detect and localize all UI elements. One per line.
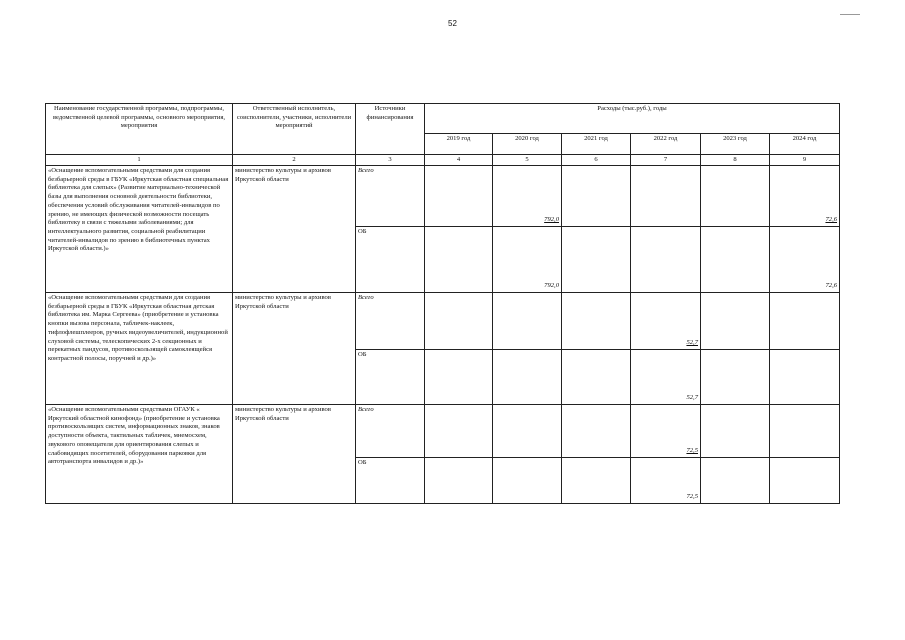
header-year: 2023 год xyxy=(701,134,770,155)
value-cell: 52,7 xyxy=(631,293,701,350)
value-cell xyxy=(493,350,562,405)
value-cell xyxy=(701,227,770,293)
column-number: 7 xyxy=(631,155,701,166)
row-responsible: министерство культуры и архивов Иркутской области xyxy=(233,293,356,405)
header-year: 2020 год xyxy=(493,134,562,155)
source-label: Всего xyxy=(356,405,425,458)
header-responsible: Ответственный исполнитель, соисполнители, участники, исполнители мероприятий xyxy=(233,104,356,155)
header-year: 2024 год xyxy=(770,134,840,155)
column-number: 9 xyxy=(770,155,840,166)
value-cell xyxy=(701,405,770,458)
value-cell: 72,6 xyxy=(770,166,840,227)
value-cell xyxy=(562,166,631,227)
value-cell xyxy=(562,227,631,293)
row-name: «Оснащение вспомогательными средствами для создания безбарьерной среды в ГБУК «Иркутская областная детская библиотека им. Марка Сергеева» (приобретение и установка кнопки вызова персонала, табличек-наклеек, тифлофлешплееров, ручных видеоувеличителей, индукционной слуховой системы, телескопических 2-х секционных и перекатных пандусов, противоскользящей самоклеящейся контрастной полосы, поручней и др.)» xyxy=(46,293,233,405)
value-cell: 72,6 xyxy=(770,227,840,293)
header-sources: Источники финансирования xyxy=(356,104,425,155)
column-number: 4 xyxy=(425,155,493,166)
column-numbers-row xyxy=(46,155,840,166)
column-number: 6 xyxy=(562,155,631,166)
source-label: Всего xyxy=(356,166,425,227)
column-number: 5 xyxy=(493,155,562,166)
value-cell xyxy=(631,166,701,227)
column-number: 2 xyxy=(233,155,356,166)
value-cell xyxy=(425,227,493,293)
value-cell xyxy=(701,293,770,350)
scan-mark xyxy=(840,14,860,15)
value-cell xyxy=(631,227,701,293)
value-cell xyxy=(562,458,631,504)
value-cell: 52,7 xyxy=(631,350,701,405)
value-cell xyxy=(562,405,631,458)
value-cell: 72,5 xyxy=(631,458,701,504)
table-row xyxy=(46,293,840,350)
header-year: 2022 год xyxy=(631,134,701,155)
value-cell xyxy=(701,350,770,405)
row-responsible: министерство культуры и архивов Иркутской области xyxy=(233,166,356,293)
value-cell xyxy=(425,405,493,458)
value-cell: 72,5 xyxy=(631,405,701,458)
value-cell xyxy=(770,293,840,350)
value-cell xyxy=(562,293,631,350)
column-number: 8 xyxy=(701,155,770,166)
header-row xyxy=(46,104,840,134)
budget-table xyxy=(45,103,840,504)
value-cell xyxy=(770,350,840,405)
header-expenses: Расходы (тыс.руб.), годы xyxy=(425,104,840,134)
value-cell xyxy=(770,405,840,458)
source-label: Всего xyxy=(356,293,425,350)
value-cell xyxy=(493,458,562,504)
value-cell xyxy=(493,405,562,458)
header-year: 2019 год xyxy=(425,134,493,155)
value-cell xyxy=(425,350,493,405)
value-cell xyxy=(425,166,493,227)
page-number: 52 xyxy=(448,19,457,28)
value-cell: 792,0 xyxy=(493,166,562,227)
row-name: «Оснащение вспомогательными средствами ОГАУК « Иркутский областной кинофонд» (приобретение и установка противоскользящих систем, информационных знаков, знаков доступности объекта, тактильных табличек, мнемосхем, звукового оповещателя для ориентирования слепых и слабовидящих посетителей, оборудования парковки для автотранспорта инвалидов и др.)» xyxy=(46,405,233,504)
value-cell xyxy=(562,350,631,405)
row-responsible: министерство культуры и архивов Иркутской области xyxy=(233,405,356,504)
table-row xyxy=(46,405,840,458)
value-cell xyxy=(770,458,840,504)
value-cell xyxy=(701,166,770,227)
source-label: ОБ xyxy=(356,350,425,405)
header-name: Наименование государственной программы, подпрограммы, ведомственной целевой программы, основного мероприятия, мероприятия xyxy=(46,104,233,155)
value-cell: 792,0 xyxy=(493,227,562,293)
source-label: ОБ xyxy=(356,227,425,293)
source-label: ОБ xyxy=(356,458,425,504)
value-cell xyxy=(701,458,770,504)
header-year: 2021 год xyxy=(562,134,631,155)
value-cell xyxy=(493,293,562,350)
column-number: 3 xyxy=(356,155,425,166)
table-row xyxy=(46,166,840,227)
column-number: 1 xyxy=(46,155,233,166)
value-cell xyxy=(425,293,493,350)
value-cell xyxy=(425,458,493,504)
row-name: «Оснащение вспомогательными средствами для создания безбарьерной среды в ГБУК «Иркутская областная специальная библиотека для слепых» (Развитие материально-технической базы для выполнения основной деятельности библиотеки, обеспечения условий обслуживания читателей-инвалидов по зрению, не имеющих физической возможности посещать библиотеку в связи с тяжелыми заболеваниями; для интеллектуального развития, социальной реабилитации читателей-инвалидов по зрению в библиотечных пунктах Иркутской области.)» xyxy=(46,166,233,293)
